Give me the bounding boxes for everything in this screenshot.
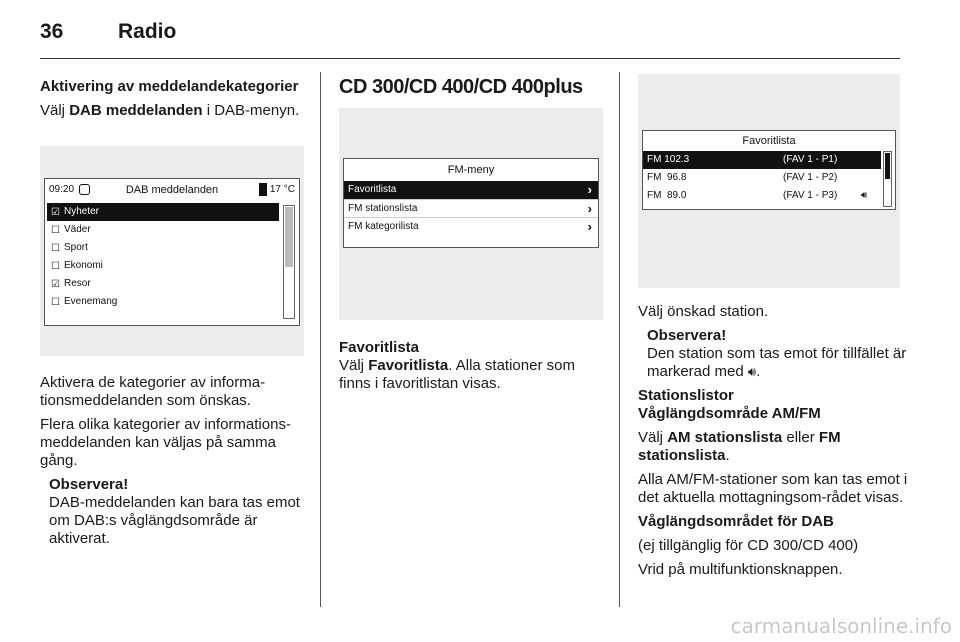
station-frequency: FM 96.8 (647, 172, 687, 183)
middle-para: Välj Favoritlista. Alla stationer som finns i favoritlistan visas. (339, 357, 575, 392)
checkbox-icon[interactable]: ☐ (51, 297, 60, 308)
fm-menu-panel (339, 108, 603, 320)
favorite-station-row[interactable] (643, 151, 881, 169)
middle-column-top (339, 78, 609, 102)
favorites-list (643, 151, 881, 205)
right-para-4: (ej tillgänglig för CD 300/CD 400) (638, 537, 859, 554)
chevron-right-icon: › (587, 219, 592, 234)
right-column-text (638, 303, 908, 585)
left-column-top (40, 78, 310, 126)
right-heading-2: Våglängdsområde AM/FM (638, 405, 821, 422)
dab-category-item[interactable] (47, 293, 279, 311)
right-para-5: Vrid på multifunktionsknappen. (638, 561, 843, 578)
left-intro: Välj DAB meddelanden i DAB-menyn. (40, 102, 300, 119)
dab-screen-panel (40, 146, 304, 356)
section-title: Radio (118, 20, 177, 43)
fm-menu-item[interactable] (344, 181, 598, 199)
station-frequency: FM 89.0 (647, 190, 687, 201)
middle-subheading: Favoritlista (339, 339, 420, 356)
dab-category-item[interactable] (47, 221, 279, 239)
fm-menu-title: FM-meny (447, 164, 495, 176)
middle-column-bottom (339, 339, 609, 399)
dab-category-label: Ekonomi (63, 260, 103, 271)
dab-category-item[interactable] (47, 239, 279, 257)
scrollbar-thumb[interactable] (285, 207, 293, 267)
fm-menu-item-label: Favoritlista (348, 184, 397, 195)
right-para-2: Välj AM stationslista eller FM stationslista. (638, 429, 841, 464)
right-para-3: Alla AM/FM-stationer som kan tas emot i det aktuella mottagningsom-rådet visas. (638, 471, 908, 506)
dab-category-label: Evenemang (63, 296, 118, 307)
chevron-right-icon: › (587, 201, 592, 216)
station-preset: (FAV 1 - P3) (783, 190, 838, 201)
fm-menu-list (344, 181, 598, 235)
left-para-3: Flera olika kategorier av informations-meddelanden kan väljas på samma gång. (40, 416, 291, 469)
favorites-panel (638, 74, 900, 288)
left-note-text: DAB-meddelanden kan bara tas emot om DAB:s våglängdsområde är aktiverat. (49, 494, 300, 547)
speaker-icon: 🔊︎ (747, 364, 757, 379)
dab-category-label: Väder (63, 224, 91, 235)
checkbox-icon[interactable]: ☑ (51, 279, 60, 290)
header-rule (40, 58, 900, 59)
favorites-scrollbar[interactable] (883, 151, 892, 207)
right-heading-3: Våglängdsområdet för DAB (638, 513, 834, 530)
dab-category-label: Sport (63, 242, 88, 253)
favorites-scrollbar-thumb[interactable] (885, 153, 890, 179)
favorite-station-row[interactable] (643, 187, 881, 205)
middle-heading: CD 300/CD 400/CD 400plus (339, 76, 583, 98)
watermark: carmanualsonline.info (730, 614, 952, 638)
left-para-2: Aktivera de kategorier av informa-tionsmeddelanden som önskas. (40, 374, 266, 409)
fm-menu-screen (343, 158, 599, 248)
station-frequency: FM 102.3 (647, 154, 690, 165)
right-heading-1: Stationslistor (638, 387, 734, 404)
checkbox-icon[interactable]: ☑ (51, 207, 60, 218)
dab-screen (44, 178, 300, 326)
clock: 09:20 (49, 184, 75, 195)
favorites-screen (642, 130, 896, 210)
left-note-title: Observera! (49, 476, 129, 493)
station-preset: (FAV 1 - P2) (783, 172, 838, 183)
fm-menu-item-label: FM stationslista (348, 203, 418, 214)
dab-category-label: Resor (63, 278, 91, 289)
fm-menu-item[interactable] (344, 199, 598, 217)
dab-category-item[interactable] (47, 203, 279, 221)
station-preset: (FAV 1 - P1) (783, 154, 838, 165)
right-para-1: Välj önskad station. (638, 303, 769, 320)
dab-screen-header (45, 179, 299, 201)
checkbox-icon[interactable]: ☐ (51, 243, 60, 254)
page-number: 36 (40, 20, 64, 43)
left-column-bottom (40, 374, 315, 554)
chevron-right-icon: › (587, 182, 592, 197)
right-note-title: Observera! (647, 327, 727, 344)
checkbox-icon[interactable]: ☐ (51, 261, 60, 272)
column-divider-2 (619, 72, 620, 607)
favorite-station-row[interactable] (643, 169, 881, 187)
temperature: 17 °C (269, 184, 295, 195)
column-divider-1 (320, 72, 321, 607)
dab-category-item[interactable] (47, 257, 279, 275)
dab-category-item[interactable] (47, 275, 279, 293)
thermometer-icon (259, 183, 267, 196)
left-heading: Aktivering av meddelandekategorier (40, 78, 299, 95)
scrollbar[interactable] (283, 205, 295, 319)
dab-screen-title: DAB meddelanden (125, 184, 219, 196)
dab-category-list (47, 203, 279, 311)
checkbox-icon[interactable]: ☐ (51, 225, 60, 236)
right-note-text: Den station som tas emot för tillfället är markerad med 🔊︎. (647, 345, 907, 380)
fm-menu-item[interactable] (344, 217, 598, 235)
favorites-title: Favoritlista (742, 135, 796, 147)
fm-menu-item-label: FM kategorilista (348, 221, 419, 232)
speaker-icon: 🔊︎ (861, 190, 868, 201)
dab-category-label: Nyheter (63, 206, 99, 217)
